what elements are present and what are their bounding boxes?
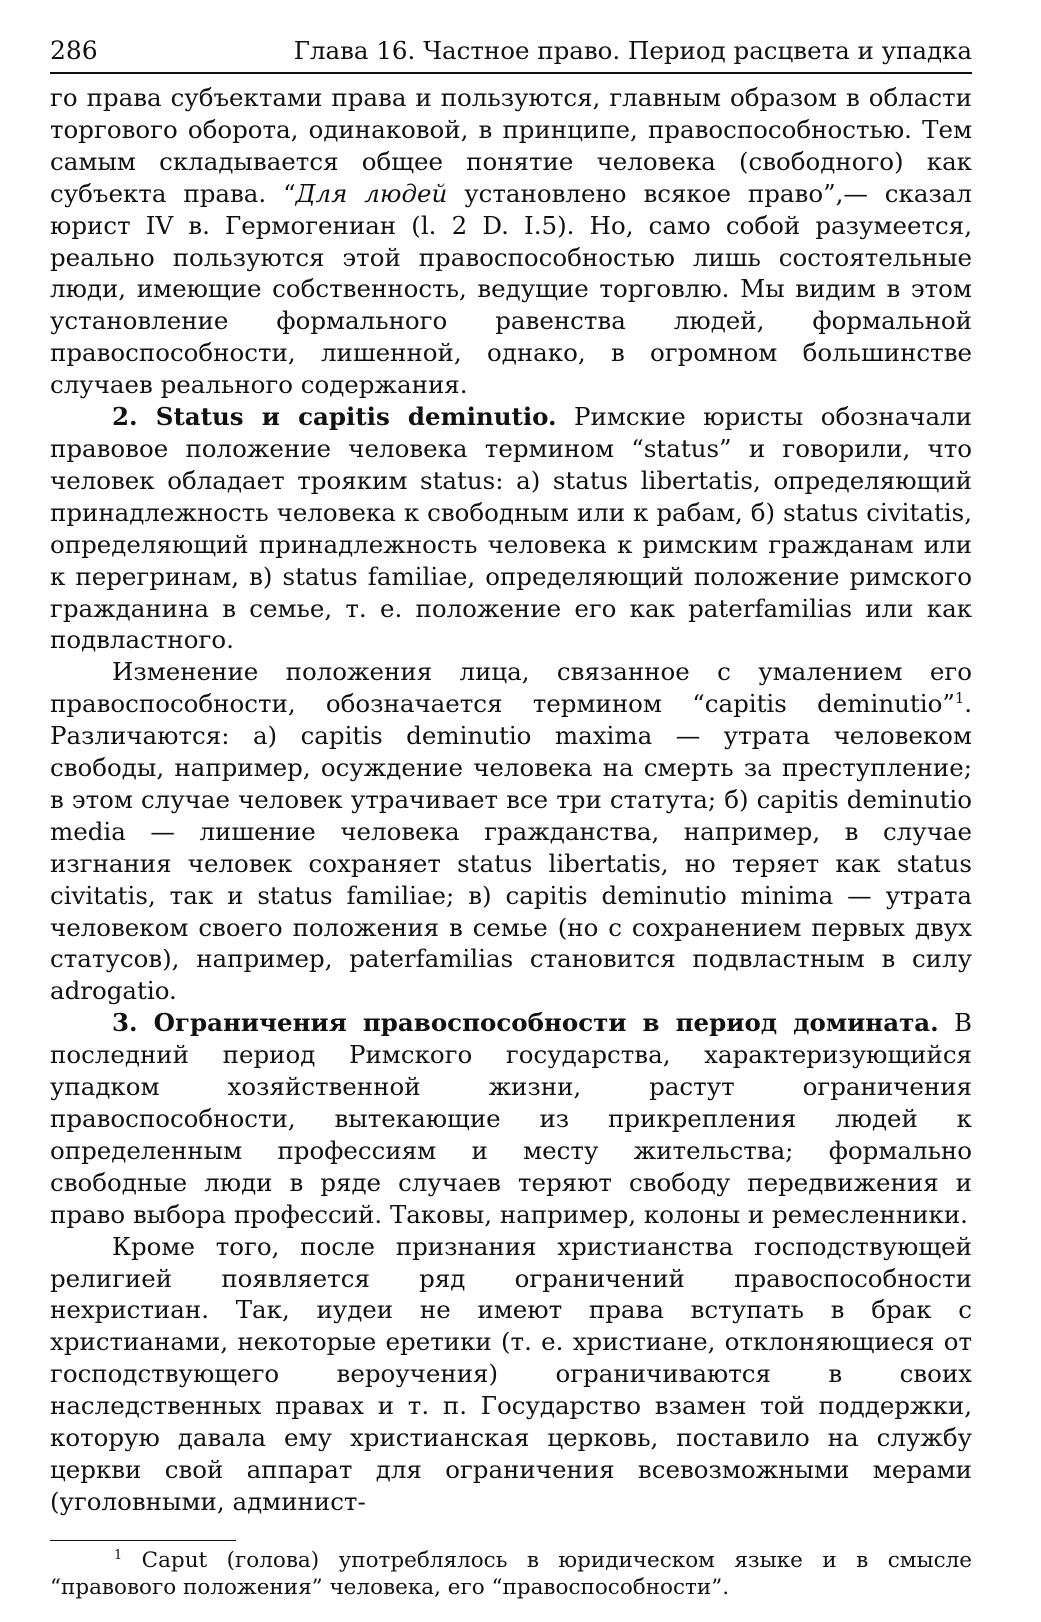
text-run: . Различаются: а) capitis deminutio maxima — утрата человеком свободы, например, осуждение человека на смерть за преступление; в этом случае человек утрачивает все три статута; б) capitis deminutio media — лишение человека гражданства, например, в случае изгнания человек сохраняет status libertatis, но теряет как status civitatis, так и status familiae; в) capitis deminutio minima — утрата человеком своего положения в семье (но с сохранением первых двух статусов), например, paterfamilias становится подвластным в силу adrogatio. — [50, 689, 972, 1006]
text-run: Изменение положения лица, связанное с умалением его правоспособности, обозначается термином “capitis deminutio” — [50, 657, 972, 719]
paragraph-p4 — [50, 1007, 972, 1230]
paragraph-p2 — [50, 401, 972, 656]
running-title: Глава 16. Частное право. Период расцвета и упадка — [293, 36, 972, 65]
text-run: Кроме того, после признания христианства господствующей религией появляется ряд ограничений правоспособности нехристиан. Так, иудеи не имеют права вступать в брак с христианами, некоторые еретики (т. е. христиане, отклоняющиеся от господствующего вероучения) ограничиваются в своих наследственных правах и т. п. Государство взамен той поддержки, которую давала ему христианская церковь, поставило на службу церкви свой аппарат для ограничения всевозможными мерами (уголовными, админист- — [50, 1231, 972, 1516]
emphasis: Для людей — [295, 178, 448, 208]
text-run: Римские юристы обозначали правовое положение человека термином “status” и говорили, что человек обладает трояким status: а) status libertatis, определяющий принадлежность человека к свободным или к рабам, б) status civitatis, определяющий принадлежность человека к римским гражданам или к перегринам, в) status familiae, определяющий положение римского гражданина в семье, т. е. положение его как paterfamilias или как подвластного. — [50, 402, 972, 655]
footnote-reference: 1 — [954, 690, 965, 708]
footnote — [50, 1547, 972, 1601]
page-number: 286 — [50, 36, 98, 65]
footnote-text: Caput (голова) употреблялось в юридическом языке и в смысле “правового положения” человека, его “правоспособности”. — [50, 1547, 972, 1600]
paragraph-p3 — [50, 656, 972, 1007]
body-text — [50, 82, 972, 1518]
paragraph-p5 — [50, 1231, 972, 1518]
running-header — [50, 36, 972, 74]
footnote-divider — [50, 1540, 236, 1541]
text-run: го права субъектами права и пользуются, главным образом в области торгового оборота, одинаковой, в принципе, правоспособностью. Тем самым складывается общее понятие человека (свободного) как субъекта права. “ — [50, 83, 972, 208]
book-page — [50, 36, 972, 1622]
paragraph-p1 — [50, 82, 972, 401]
text-run: установлено всякое право”,— сказал юрист IV в. Гермогениан (l. 2 D. I.5). Но, само собой разумеется, реально пользуются этой правоспособностью лишь состоятельные люди, имеющие собственность, ведущие торговлю. Мы видим в этом установление формального равенства людей, формальной правоспособности, лишенной, однако, в огромном большинстве случаев реального содержания. — [50, 178, 972, 400]
text-run: В последний период Римского государства, характеризующийся упадком хозяйственной жизни, растут ограничения правоспособности, вытекающие из прикрепления людей к определенным профессиям и месту жительства; формально свободные люди в ряде случаев теряют свободу передвижения и право выбора профессий. Таковы, например, колоны и ремесленники. — [50, 1008, 972, 1229]
section-heading: 2. Status и capitis deminutio. — [112, 402, 557, 432]
section-heading: 3. Ограничения правоспособности в период домината. — [112, 1008, 939, 1038]
footnote-marker: 1 — [114, 1547, 123, 1563]
